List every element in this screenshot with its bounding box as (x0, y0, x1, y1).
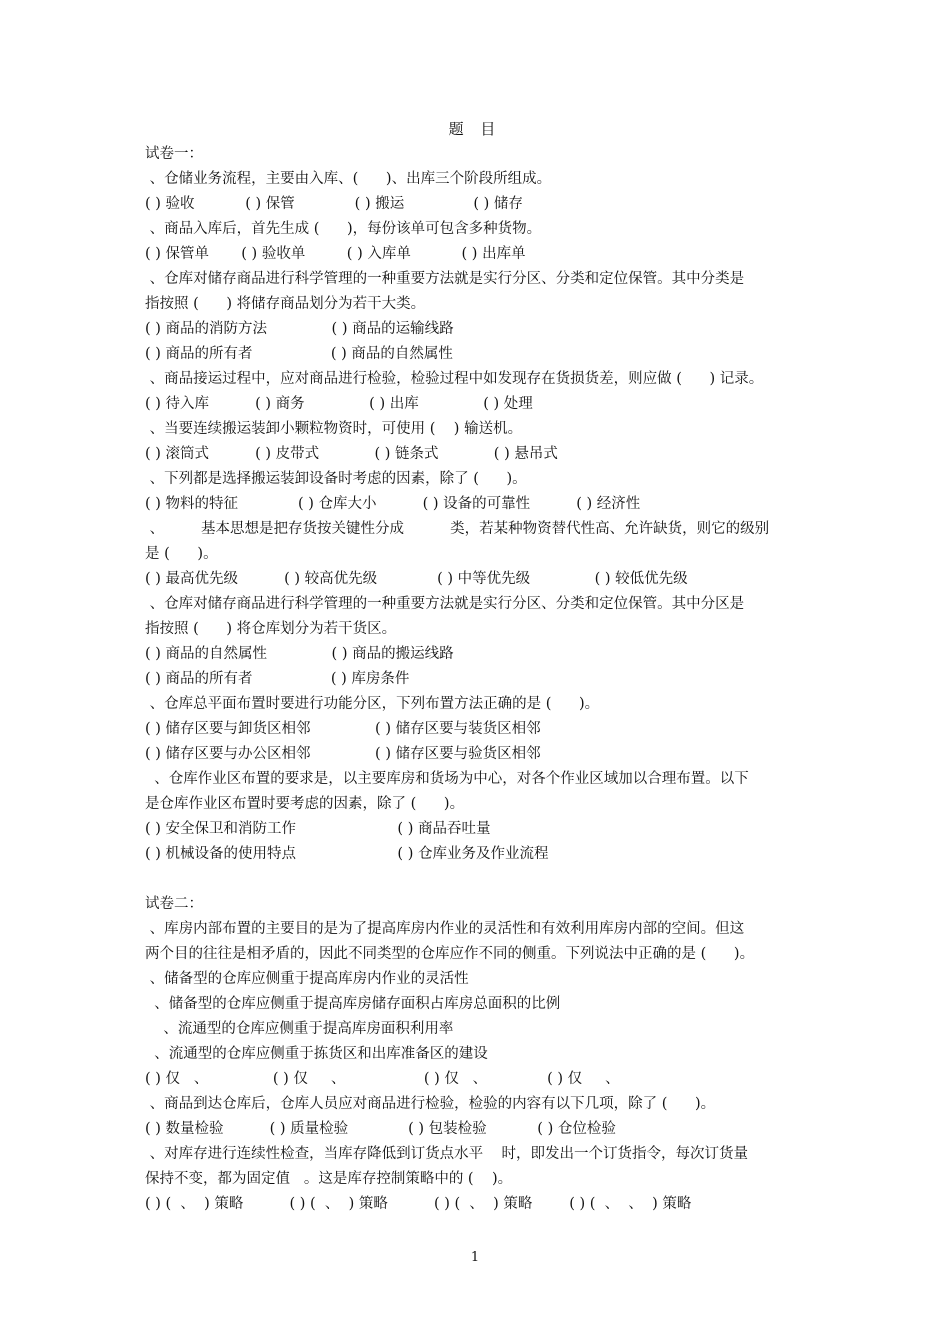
answer-options: ( ) 滚筒式 ( ) 皮带式 ( ) 链条式 ( ) 悬吊式 (145, 446, 558, 462)
section-spacer (145, 867, 815, 892)
answer-options: ( ) 机械设备的使用特点 ( ) 仓库业务及作业流程 (145, 846, 549, 862)
question-text: 、库房内部布置的主要目的是为了提高库房内作业的灵活性和有效利用库房内部的空间。但这 (145, 921, 745, 937)
answer-options: ( ) 最高优先级 ( ) 较高优先级 ( ) 中等优先级 ( ) 较低优先级 (145, 571, 688, 587)
question-text: 、对库存进行连续性检查，当库存降低到订货点水平 时，即发出一个订货指令，每次订货量 (145, 1146, 749, 1162)
question-text: 、商品接运过程中，应对商品进行检验，检验过程中如发现存在货损货差，则应做 ( ) 记录。 (145, 371, 764, 387)
question-text: 、仓储业务流程，主要由入库、( )、出库三个阶段所组成。 (145, 171, 552, 187)
question-text: 指按照 ( ) 将储存商品划分为若干大类。 (145, 296, 426, 312)
question-text: 、仓库对储存商品进行科学管理的一种重要方法就是实行分区、分类和定位保管。其中分类是 (145, 271, 745, 287)
statement-item: 、流通型的仓库应侧重于拣货区和出库准备区的建设 (145, 1046, 488, 1062)
question-text: 是仓库作业区布置时要考虑的因素，除了 ( )。 (145, 796, 465, 812)
answer-options: ( ) 仅 、 ( ) 仅 、 ( ) 仅 、 ( ) 仅 、 (145, 1071, 620, 1087)
answer-options: ( ) 商品的所有者 ( ) 商品的自然属性 (145, 346, 453, 362)
answer-options: ( ) 商品的自然属性 ( ) 商品的搬运线路 (145, 646, 454, 662)
answer-options: ( ) 物料的特征 ( ) 仓库大小 ( ) 设备的可靠性 ( ) 经济性 (145, 496, 641, 512)
answer-options: ( ) 待入库 ( ) 商务 ( ) 出库 ( ) 处理 (145, 396, 533, 412)
statement-item: 、流通型的仓库应侧重于提高库房面积利用率 (145, 1021, 454, 1037)
answer-options: ( ) 储存区要与办公区相邻 ( ) 储存区要与验货区相邻 (145, 746, 541, 762)
question-text: 保持不变，都为固定值 。这是库存控制策略中的 ( )。 (145, 1171, 513, 1187)
answer-options: ( ) 数量检验 ( ) 质量检验 ( ) 包装检验 ( ) 仓位检验 (145, 1121, 616, 1137)
question-text: 两个目的往往是相矛盾的，因此不同类型的仓库应作不同的侧重。下列说法中正确的是 ( )。 (145, 946, 755, 962)
question-text: 、下列都是选择搬运装卸设备时考虑的因素，除了 ( )。 (145, 471, 527, 487)
question-text: 、当要连续搬运装卸小颗粒物资时，可使用 ( ) 输送机。 (145, 421, 523, 437)
section-heading: 试卷一： (145, 146, 203, 162)
answer-options: ( ) ( 、 ) 策略 ( ) ( 、 ) 策略 ( ) ( 、 ) 策略 ( ) ( 、 、 ) 策略 (145, 1196, 692, 1212)
answer-options: ( ) 储存区要与卸货区相邻 ( ) 储存区要与装货区相邻 (145, 721, 541, 737)
page-number: 1 (470, 1250, 480, 1265)
document-body (145, 142, 815, 1217)
page-title: 题 目 (448, 120, 502, 138)
statement-item: 、储备型的仓库应侧重于提高库房储存面积占库房总面积的比例 (145, 996, 561, 1012)
question-text: 、仓库对储存商品进行科学管理的一种重要方法就是实行分区、分类和定位保管。其中分区是 (145, 596, 745, 612)
section-heading: 试卷二： (145, 896, 203, 912)
question-text: 、商品到达仓库后，仓库人员应对商品进行检验，检验的内容有以下几项，除了 ( )。 (145, 1096, 716, 1112)
question-text: 是 ( )。 (145, 546, 218, 562)
answer-options: ( ) 商品的消防方法 ( ) 商品的运输线路 (145, 321, 454, 337)
statement-item: 、储备型的仓库应侧重于提高库房内作业的灵活性 (145, 971, 469, 987)
question-text: 指按照 ( ) 将仓库划分为若干货区。 (145, 621, 397, 637)
answer-options: ( ) 保管单 ( ) 验收单 ( ) 入库单 ( ) 出库单 (145, 246, 526, 262)
answer-options: ( ) 商品的所有者 ( ) 库房条件 (145, 671, 410, 687)
question-text: 、仓库总平面布置时要进行功能分区，下列布置方法正确的是 ( )。 (145, 696, 600, 712)
answer-options: ( ) 验收 ( ) 保管 ( ) 搬运 ( ) 储存 (145, 196, 523, 212)
question-text: 、仓库作业区布置的要求是，以主要库房和货场为中心，对各个作业区域加以合理布置。以下 (145, 771, 749, 787)
answer-options: ( ) 安全保卫和消防工作 ( ) 商品吞吐量 (145, 821, 491, 837)
question-text: 、 基本思想是把存货按关键性分成 类，若某种物资替代性高、允许缺货，则它的级别 (145, 521, 770, 537)
question-text: 、商品入库后，首先生成 ( )，每份该单可包含多种货物。 (145, 221, 542, 237)
